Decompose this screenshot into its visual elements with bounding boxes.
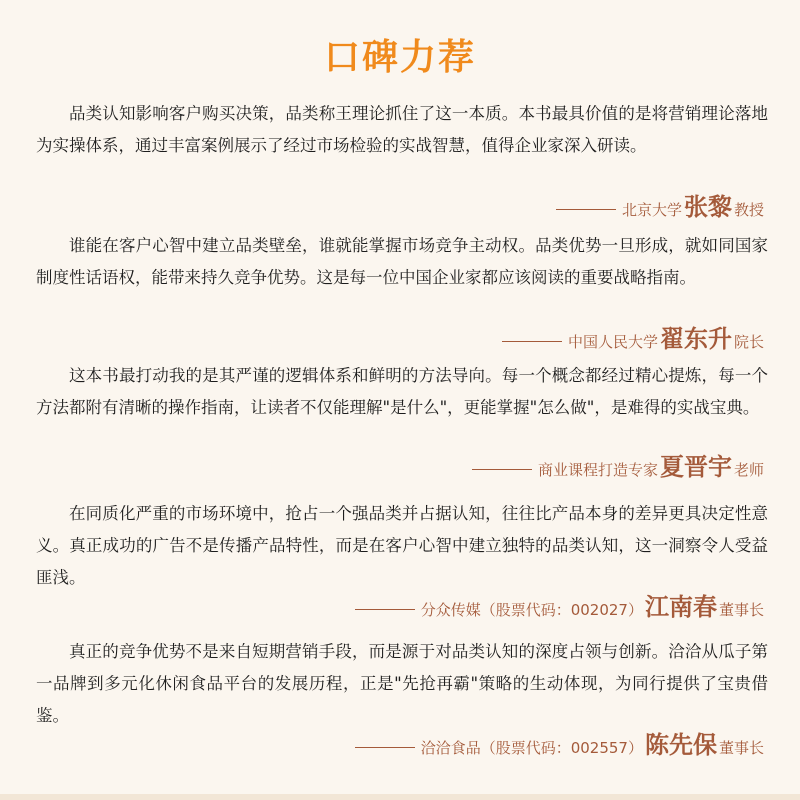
page-title: 口碑力荐: [323, 37, 476, 78]
attribution-role: 董事长: [718, 601, 764, 619]
testimonial-quote: 谁能在客户心智中建立品类壁垒，谁就能掌握市场竞争主动权。品类优势一旦形成，就如同国家制度性话语权，能带来持久竞争优势。这是每一位中国企业家都应该阅读的重要战略指南。: [36, 236, 768, 287]
testimonial-attribution: [502, 324, 764, 357]
attribution-org: 洽洽食品（股票代码：002557）: [420, 739, 643, 757]
attribution-role: 董事长: [718, 739, 764, 757]
attribution-role: 老师: [733, 461, 764, 479]
attribution-dash: [556, 209, 616, 210]
testimonial-quote: 真正的竞争优势不是来自短期营销手段，而是源于对品类认知的深度占领与创新。洽洽从瓜子第一品牌到多元化休闲食品平台的发展历程，正是"先抢再霸"策略的生动体现，为同行提供了宝贵借鉴。: [36, 642, 768, 725]
attribution-dash: [355, 609, 415, 610]
attribution-role: 院长: [733, 333, 764, 351]
testimonial-5: [36, 636, 768, 759]
attribution-role: 教授: [733, 201, 764, 219]
testimonial-1: [36, 98, 768, 221]
attribution-org: 分众传媒（股票代码：002027）: [420, 601, 643, 619]
testimonial-attribution: [556, 192, 764, 225]
attribution-org: 北京大学: [621, 201, 682, 219]
bottom-divider: [0, 794, 800, 800]
attribution-name: 陈先保: [644, 730, 717, 759]
attribution-name: 江南春: [644, 592, 717, 621]
testimonial-attribution: [355, 592, 764, 625]
attribution-name: 翟东升: [659, 324, 732, 353]
testimonial-attribution: [472, 452, 764, 485]
attribution-name: 张黎: [683, 192, 732, 221]
testimonial-attribution: [355, 730, 764, 763]
attribution-name: 夏晋宇: [659, 452, 732, 481]
attribution-dash: [502, 341, 562, 342]
attribution-dash: [355, 747, 415, 748]
testimonial-quote: 这本书最打动我的是其严谨的逻辑体系和鲜明的方法导向。每一个概念都经过精心提炼，每一个方法都附有清晰的操作指南，让读者不仅能理解"是什么"，更能掌握"怎么做"，是难得的实战宝典。: [36, 366, 768, 417]
testimonial-4: [36, 498, 768, 621]
attribution-dash: [472, 469, 532, 470]
testimonial-quote: 在同质化严重的市场环境中，抢占一个强品类并占据认知，往往比产品本身的差异更具决定性意义。真正成功的广告不是传播产品特性，而是在客户心智中建立独特的品类认知，这一洞察令人受益匪浅。: [36, 504, 768, 587]
testimonial-2: [36, 230, 768, 353]
attribution-org: 商业课程打造专家: [537, 461, 658, 479]
attribution-org: 中国人民大学: [567, 333, 658, 351]
testimonial-quote: 品类认知影响客户购买决策，品类称王理论抓住了这一本质。本书最具价值的是将营销理论落地为实操体系，通过丰富案例展示了经过市场检验的实战智慧，值得企业家深入研读。: [36, 104, 768, 155]
testimonial-3: [36, 360, 768, 481]
